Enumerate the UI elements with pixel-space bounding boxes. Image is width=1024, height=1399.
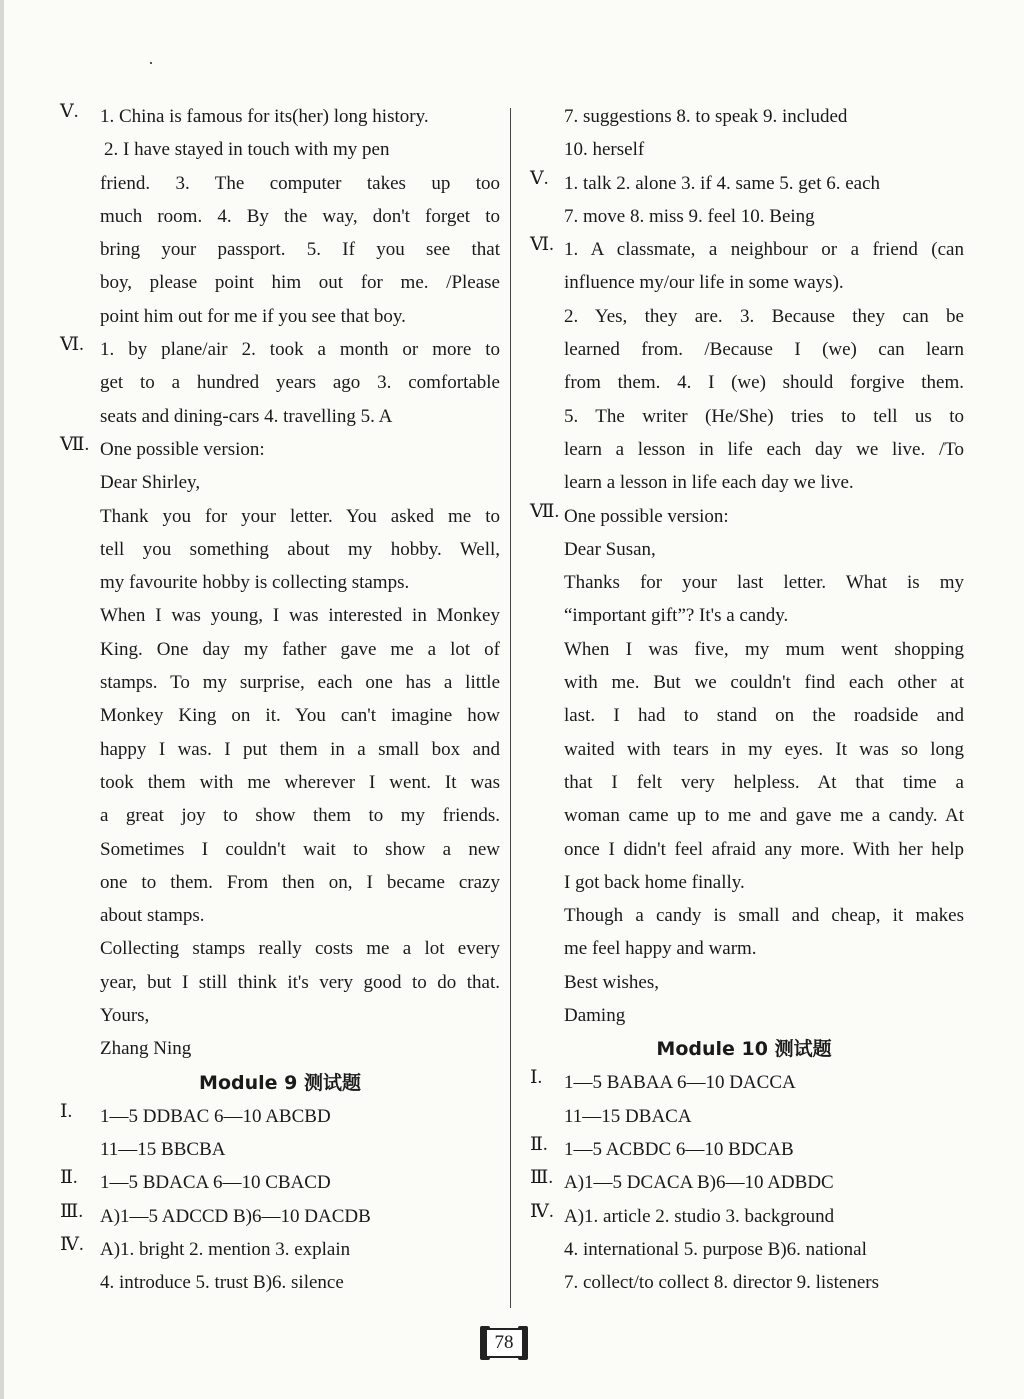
text-line: influence my/our life in some ways). — [564, 272, 844, 294]
section-label: Ⅳ. — [60, 1233, 84, 1255]
section-vii-right — [524, 500, 964, 1033]
text-line: King. One day my father gave me a lot of — [100, 638, 500, 660]
answer-line: 1. talk 2. alone 3. if 4. same 5. get 6. each — [564, 172, 881, 194]
m9-section-iii — [60, 1200, 500, 1233]
section-label: Ⅲ. — [60, 1200, 84, 1222]
section-label: Ⅱ. — [60, 1167, 78, 1189]
section-label: Ⅳ. — [530, 1200, 554, 1222]
m9-section-ii — [60, 1166, 500, 1199]
section-label: Ⅰ. — [530, 1067, 543, 1089]
page-number-box — [480, 1322, 528, 1364]
text-line: took them with me wherever I went. It was — [100, 771, 500, 793]
text-line: seats and dining-cars 4. travelling 5. A — [100, 405, 393, 427]
answer-line: A)1. article 2. studio 3. background — [564, 1205, 835, 1227]
answer-line: 1—5 BABAA 6—10 DACCA — [564, 1072, 796, 1094]
text-line: friend. 3. The computer takes up too — [100, 172, 500, 194]
text-line: learned from. /Because I (we) can learn — [564, 339, 964, 361]
m10-section-i — [524, 1066, 964, 1133]
section-vi-left — [60, 333, 500, 433]
section-label: Ⅱ. — [530, 1133, 548, 1155]
text-line: 2. I have stayed in touch with my pen — [104, 139, 390, 161]
text-line: Sometimes I couldn't wait to show a new — [100, 838, 500, 860]
text-line: Zhang Ning — [100, 1038, 192, 1060]
text-line: “important gift”? It's a candy. — [564, 605, 789, 627]
text-line: Daming — [564, 1005, 626, 1027]
answer-line: 11—15 DBACA — [564, 1105, 692, 1127]
text-line: Dear Susan, — [564, 538, 656, 560]
text-line: much room. 4. By the way, don't forget to — [100, 205, 500, 227]
text-line: from them. 4. I (we) should forgive them. — [564, 372, 964, 394]
text-line: I got back home finally. — [564, 871, 745, 893]
text-line: woman came up to me and gave me a candy. At — [564, 805, 964, 827]
text-line: with me. But we couldn't find each other at — [564, 672, 964, 694]
text-line: One possible version: — [100, 438, 265, 460]
text-line: Best wishes, — [564, 971, 659, 993]
text-line: Collecting stamps really costs me a lot every — [100, 938, 500, 960]
section-label: Ⅴ. — [60, 101, 79, 122]
text-line: Monkey King on it. You can't imagine how — [100, 705, 500, 727]
text-line: tell you something about my hobby. Well, — [100, 538, 500, 560]
answer-line: A)1—5 DCACA B)6—10 ADBDC — [564, 1172, 834, 1194]
m9-section-iv — [60, 1233, 500, 1300]
text-line: One possible version: — [564, 505, 729, 527]
text-line: 2. Yes, they are. 3. Because they can be — [564, 305, 964, 327]
text-line: Thank you for your letter. You asked me to — [100, 505, 500, 527]
module-9-title: Module 9 测试题 — [199, 1071, 361, 1094]
section-label: Ⅶ. — [60, 433, 90, 455]
section-label: Ⅰ. — [60, 1100, 73, 1122]
text-line: last. I had to stand on the roadside and — [564, 705, 964, 727]
text-line: When I was young, I was interested in Monkey — [100, 605, 500, 627]
text-line: 1. A classmate, a neighbour or a friend (can — [564, 239, 964, 261]
text-line: stamps. To my surprise, each one has a little — [100, 672, 500, 694]
text-line: 1. by plane/air 2. took a month or more to — [100, 339, 500, 361]
text-line: waited with tears in my eyes. It was so long — [564, 738, 964, 760]
section-continued — [524, 100, 964, 167]
answer-line: 7. move 8. miss 9. feel 10. Being — [564, 205, 815, 227]
text-line: happy I was. I put them in a small box and — [100, 738, 500, 760]
m10-section-iii — [524, 1166, 964, 1199]
text-line: that I felt very helpless. At that time a — [564, 771, 964, 793]
text-line: about stamps. — [100, 905, 205, 927]
text-line: Thanks for your last letter. What is my — [564, 572, 964, 594]
section-v-right — [524, 167, 964, 234]
answer-line: A)1—5 ADCCD B)6—10 DACDB — [100, 1205, 371, 1227]
text-line: boy, please point him out for me. /Please — [100, 272, 500, 294]
answer-line: 4. introduce 5. trust B)6. silence — [100, 1272, 344, 1294]
section-label: Ⅴ. — [530, 167, 549, 189]
text-line: Dear Shirley, — [100, 472, 201, 494]
m10-section-ii — [524, 1133, 964, 1166]
text-line: me feel happy and warm. — [564, 938, 757, 960]
text-line: Though a candy is small and cheap, it makes — [564, 905, 964, 927]
text-line: When I was five, my mum went shopping — [564, 638, 964, 660]
right-column — [524, 100, 964, 1299]
text-line: learn a lesson in life each day we live. — [564, 472, 854, 494]
module-10-title: Module 10 测试题 — [656, 1038, 832, 1061]
text-line: year, but I still think it's very good to do that. — [100, 971, 500, 993]
section-label: Ⅵ. — [530, 234, 554, 256]
text-line: one to them. From then on, I became crazy — [100, 871, 500, 893]
text-line: get to a hundred years ago 3. comfortable — [100, 372, 500, 394]
scan-edge — [0, 0, 4, 1399]
answer-line: 1—5 ACBDC 6—10 BDCAB — [564, 1138, 794, 1160]
text-line: point him out for me if you see that boy. — [100, 305, 406, 327]
answer-line: 7. suggestions 8. to speak 9. included — [564, 106, 848, 127]
text-line: 1. China is famous for its(her) long history. — [100, 106, 429, 127]
answer-line: 11—15 BBCBA — [100, 1138, 226, 1160]
answer-line: 4. international 5. purpose B)6. national — [564, 1238, 867, 1260]
answer-line: 1—5 BDACA 6—10 CBACD — [100, 1172, 331, 1194]
text-line: 5. The writer (He/She) tries to tell us to — [564, 405, 964, 427]
answer-line: 10. herself — [564, 139, 645, 161]
text-line: once I didn't feel afraid any more. With her help — [564, 838, 964, 860]
page-number: 78 — [485, 1328, 524, 1358]
text-line: Yours, — [100, 1005, 150, 1027]
section-vi-right — [524, 233, 964, 499]
answer-line: 7. collect/to collect 8. director 9. listeners — [564, 1272, 879, 1294]
answer-line: A)1. bright 2. mention 3. explain — [100, 1238, 351, 1260]
m9-section-i — [60, 1100, 500, 1167]
section-v-left — [60, 100, 500, 333]
text-line: my favourite hobby is collecting stamps. — [100, 572, 410, 594]
column-divider — [510, 108, 511, 1308]
scan-dot — [150, 62, 152, 64]
section-label: Ⅲ. — [530, 1167, 554, 1189]
m10-section-iv — [524, 1200, 964, 1300]
text-line: learn a lesson in life each day we live. /To — [564, 438, 964, 460]
section-label: Ⅶ. — [530, 500, 560, 522]
answer-line: 1—5 DDBAC 6—10 ABCBD — [100, 1105, 331, 1127]
section-vii-left — [60, 433, 500, 1066]
text-line: a great joy to show them to my friends. — [100, 805, 500, 827]
left-column — [60, 100, 500, 1299]
section-label: Ⅵ. — [60, 334, 84, 356]
text-line: bring your passport. 5. If you see that — [100, 239, 500, 261]
